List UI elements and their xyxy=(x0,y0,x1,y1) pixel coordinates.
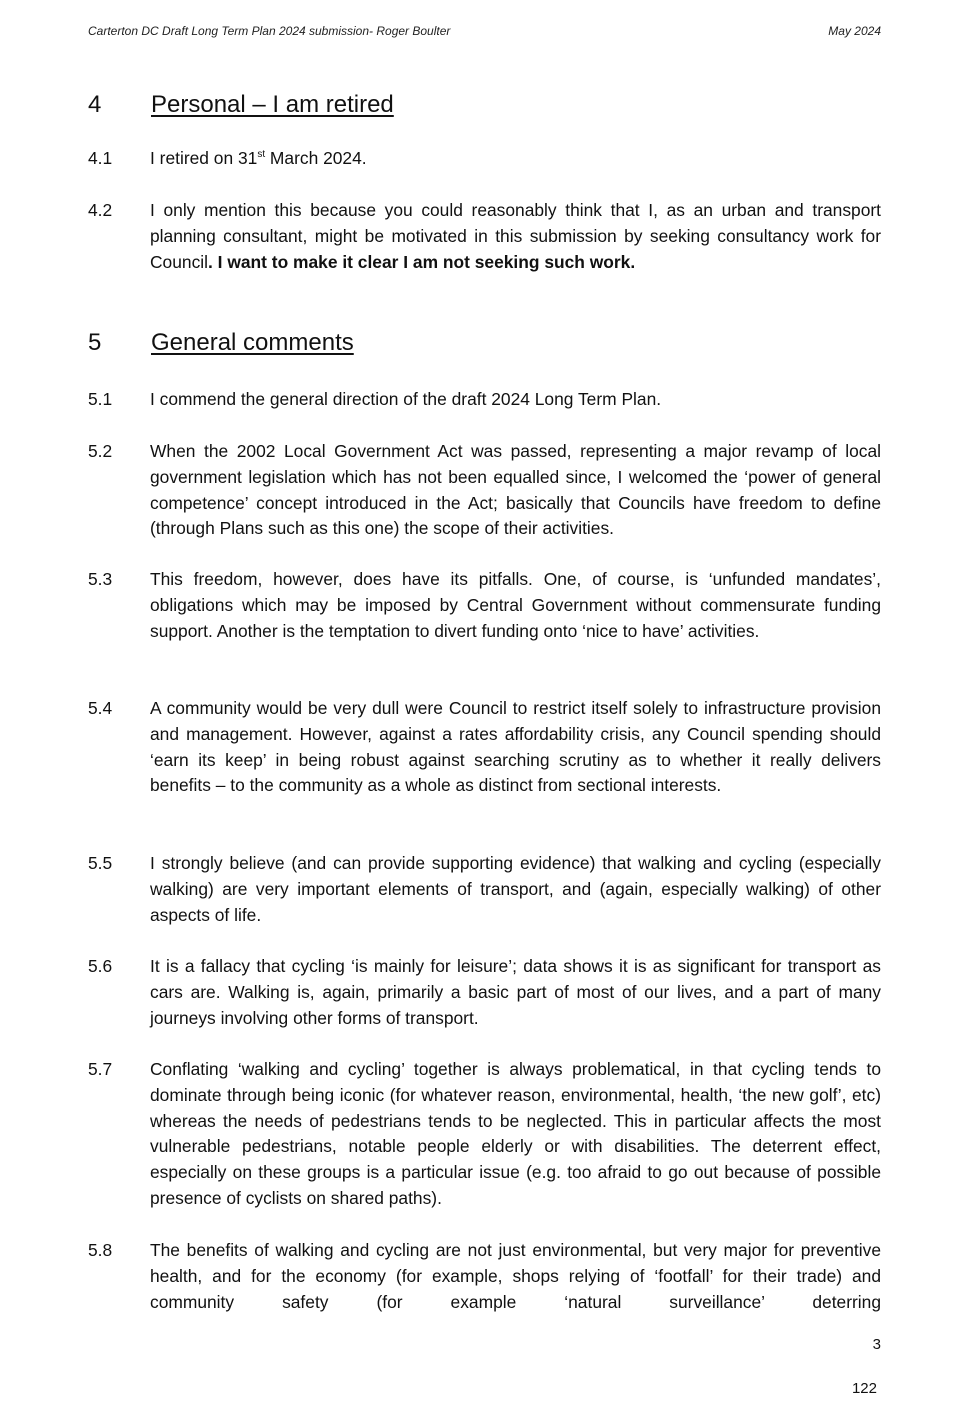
page-header xyxy=(88,24,881,40)
paragraph-5-3 xyxy=(88,567,881,644)
paragraph-number: 5.4 xyxy=(88,698,113,718)
section-5-heading xyxy=(88,328,881,358)
paragraph-text: A community would be very dull were Council to restrict itself solely to infrastructure provision and management. However, against a rates affordability crisis, any Council spending should ‘earn its keep’ in being robust against searching scrutiny as to whether it really delivers benefits – to the community as a whole as distinct from sectional interests. xyxy=(150,698,881,796)
paragraph-5-5 xyxy=(88,851,881,928)
paragraph-text: I strongly believe (and can provide supporting evidence) that walking and cycling (especially walking) are very important elements of transport, and (again, especially walking) of other aspects of life. xyxy=(150,853,881,925)
paragraph-number: 4.1 xyxy=(88,148,113,168)
text-segment: I retired on 31 xyxy=(150,148,258,168)
section-title: General comments xyxy=(151,329,354,356)
paragraph-text: When the 2002 Local Government Act was passed, representing a major revamp of local government legislation which has not been equalled since, I welcomed the ‘power of general competence’ concept introduced in the Act; basically that Councils have freedom to define (through Plans such as this one) the scope of their activities. xyxy=(150,441,881,539)
paragraph-text: I commend the general direction of the draft 2024 Long Term Plan. xyxy=(150,389,662,409)
page-number: 3 xyxy=(872,1336,881,1353)
paragraph-number: 5.2 xyxy=(88,441,113,461)
paragraph-5-1 xyxy=(88,387,881,413)
header-date: May 2024 xyxy=(828,24,881,38)
paragraph-4-1 xyxy=(88,146,881,172)
header-title: Carterton DC Draft Long Term Plan 2024 submission- Roger Boulter xyxy=(88,24,451,38)
paragraph-number: 5.6 xyxy=(88,956,113,976)
paragraph-number: 5.1 xyxy=(88,389,113,409)
paragraph-text: The benefits of walking and cycling are not just environmental, but very major for preventive health, and for the economy (for example, shops relying of ‘footfall’ for their trade) and community safety (for example ‘natural surveillance’ deterring xyxy=(150,1240,881,1312)
paragraph-number: 4.2 xyxy=(88,200,113,220)
paragraph-number: 5.7 xyxy=(88,1059,113,1079)
paragraph-5-2 xyxy=(88,439,881,542)
paragraph-number: 5.5 xyxy=(88,853,113,873)
superscript: st xyxy=(257,149,266,161)
paragraph-number: 5.8 xyxy=(88,1240,113,1260)
section-title: Personal – I am retired xyxy=(151,91,394,118)
text-segment: I only mention this because you could reasonably think that I, as an urban and transport planning consultant, might be motivated in this submission by seeking consultancy work for Council xyxy=(150,200,881,272)
paragraph-text xyxy=(150,146,881,172)
paragraph-text xyxy=(150,198,881,275)
paragraph-5-8 xyxy=(88,1238,881,1315)
document-page-number: 122 xyxy=(851,1380,877,1397)
section-number: 5 xyxy=(88,329,102,356)
paragraph-text: It is a fallacy that cycling ‘is mainly for leisure’; data shows it is as significant for transport as cars are. Walking is, again, primarily a basic part of most of our lives, and a part of many journeys involving other forms of transport. xyxy=(150,956,881,1028)
paragraph-5-4 xyxy=(88,696,881,799)
paragraph-text: This freedom, however, does have its pitfalls. One, of course, is ‘unfunded mandates’, obligations which may be imposed by Central Government without commensurate funding support. Another is the temptation to divert funding onto ‘nice to have’ activities. xyxy=(150,569,881,641)
paragraph-text: Conflating ‘walking and cycling’ together is always problematical, in that cycling tends to dominate through being iconic (for whatever reason, environmental, health, ‘the new golf’, etc) whereas the needs of pedestrians tends to be neglected. This in particular affects the most vulnerable pedestrians, notable people elderly or with disabilities. The deterrent effect, especially on these groups is a particular issue (e.g. too afraid to go out because of possible presence of cyclists on shared paths). xyxy=(150,1059,881,1208)
text-segment: March 2024. xyxy=(265,148,367,168)
paragraph-5-7 xyxy=(88,1057,881,1212)
paragraph-4-2 xyxy=(88,198,881,275)
paragraph-number: 5.3 xyxy=(88,569,113,589)
section-4-heading xyxy=(88,90,881,120)
paragraph-5-6 xyxy=(88,954,881,1031)
bold-statement: . I want to make it clear I am not seeking such work. xyxy=(208,251,636,272)
section-number: 4 xyxy=(88,91,102,118)
